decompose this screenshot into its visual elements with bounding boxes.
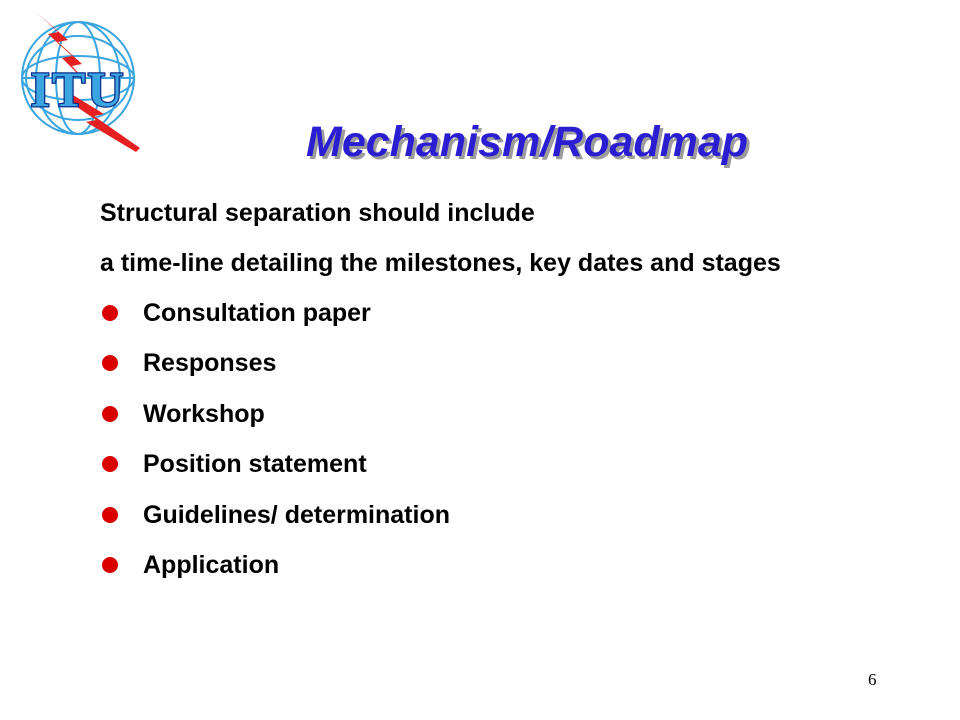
bullet-text: Consultation paper [143,299,371,327]
bullet-text: Position statement [143,450,367,479]
itu-logo [8,6,146,156]
bullet-icon [102,305,118,321]
list-item [100,298,900,328]
list-item [100,550,900,580]
page-title: Mechanism/Roadmap [306,118,749,166]
list-item [100,399,900,429]
bullet-icon [102,507,118,523]
bullet-text: Application [143,550,280,579]
intro-line-1: Structural separation should include [100,199,535,227]
bullet-icon [102,355,118,371]
bullet-icon [102,557,118,573]
slide-body [100,198,900,600]
intro-line-2: a time-line detailing the milestones, key dates and stages [100,249,781,277]
bullet-icon [102,406,118,422]
bullet-text: Workshop [143,399,265,428]
page-number: 6 [868,670,877,689]
list-item [100,500,900,530]
bullet-text: Responses [143,349,277,378]
bullet-icon [102,456,118,472]
list-item [100,449,900,479]
bullet-text: Guidelines/ determination [143,500,450,529]
bullet-list [100,298,900,580]
list-item [100,348,900,378]
logo-text: ITU [30,61,126,117]
